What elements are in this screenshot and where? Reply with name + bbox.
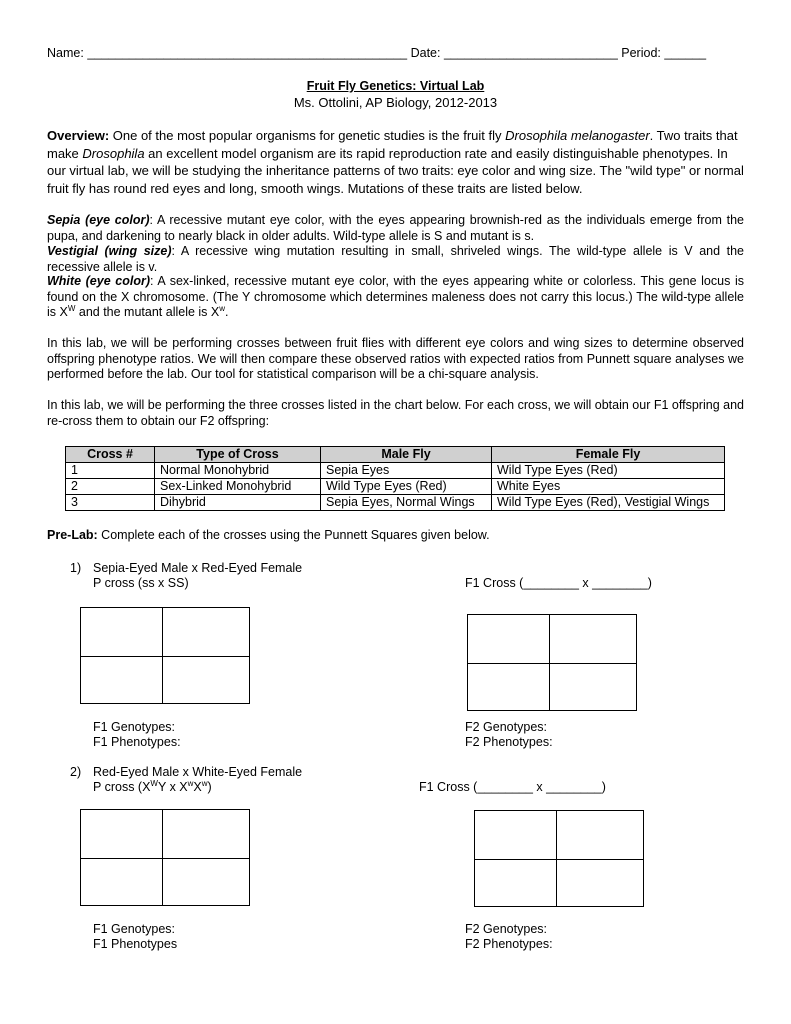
q1-f1-punnett-square[interactable] [467, 614, 637, 711]
species-name: Drosophila melanogaster [505, 128, 650, 143]
q2-title: Red-Eyed Male x White-Eyed Female [93, 765, 303, 779]
q1-f1-genotypes: F1 Genotypes: [93, 720, 175, 734]
trait-sepia: Sepia (eye color): A recessive mutant eye color, with the eyes appearing brownish-red as the individuals emerge from the pupa, and darkening to nearly black in older adults. Wild-type allele is S and mutant is s. [47, 213, 745, 243]
header-line [47, 46, 744, 62]
overview-paragraph: Overview: One of the most popular organisms for genetic studies is the fruit fly Drosophila melanogaster. Two traits that make Drosophila an excellent model organism are its rapid reproduction rate and easily distinguishable phenotypes. In our virtual lab, we will be studying the inheritance patterns of two traits: eye color and wing size. The "wild type" or normal fruit fly has round red eyes and long, smooth wings. Mutations of these traits are listed below. [47, 128, 744, 196]
trait-white-label: White (eye color) [47, 274, 151, 288]
q2-f2-phenotypes: F2 Phenotypes: [465, 937, 553, 951]
q2-number: 2) [70, 765, 82, 779]
genus-name: Drosophila [82, 145, 145, 161]
three-crosses-paragraph: In this lab, we will be performing the three crosses listed in the chart below. For each cross, we will obtain our F1 offspring and re-cross them to obtain our F2 offspring: [47, 398, 744, 428]
col-header-male: Male Fly [321, 447, 492, 463]
q1-f1-phenotypes: F1 Phenotypes: [93, 735, 181, 749]
crosses-paragraph: In this lab, we will be performing crosses between fruit flies with different eye colors and wing sizes to determine observed offspring phenotype ratios. We will then compare these observed ratios with expected ratios from Punnett square analyses we performed before the lab. Our tool for statistical comparison will be a chi-square analysis. [47, 336, 744, 381]
q1-f2-phenotypes: F2 Phenotypes: [465, 735, 553, 749]
name-label: Name: [47, 46, 84, 60]
q2-f1-genotypes: F1 Genotypes: [93, 922, 175, 936]
q2-f1-cross[interactable]: F1 Cross (________ x ________) [419, 780, 606, 794]
date-field[interactable]: _________________________ [443, 46, 618, 60]
q1-p-cross: P cross (ss x SS) [93, 576, 189, 590]
overview-label: Overview: [47, 128, 110, 143]
page-subtitle: Ms. Ottolini, AP Biology, 2012-2013 [293, 95, 498, 110]
q2-f1-punnett-square[interactable] [474, 810, 644, 907]
trait-white: White (eye color): A sex-linked, recessive mutant eye color, with the eyes appearing white or colorless. This gene locus is found on the X chromosome. (The Y chromosome which determines maleness does not carry this locus.) The wild-type allele is $X^W$ and the mutant allele is $X^w$. [47, 274, 744, 319]
q1-title: Sepia-Eyed Male x Red-Eyed Female [93, 561, 303, 575]
period-field[interactable]: ______ [664, 46, 707, 60]
table-header-row [66, 447, 725, 463]
col-header-female: Female Fly [492, 447, 725, 463]
q2-p-punnett-square[interactable] [80, 809, 250, 906]
trait-vestigial-label: Vestigial (wing size) [47, 244, 172, 258]
date-label: Date: [410, 46, 441, 60]
q2-f2-genotypes: F2 Genotypes: [465, 922, 547, 936]
q1-f1-cross[interactable]: F1 Cross (________ x ________) [465, 576, 652, 590]
prelab-label: Pre-Lab: [47, 528, 98, 542]
col-header-type: Type of Cross [155, 447, 321, 463]
prelab-instructions: Pre-Lab: Complete each of the crosses using the Punnett Squares given below. [47, 528, 490, 542]
q1-f2-genotypes: F2 Genotypes: [465, 720, 547, 734]
table-row: 3 Dihybrid Sepia Eyes, Normal Wings Wild Type Eyes (Red), Vestigial Wings [66, 495, 725, 511]
col-header-cross: Cross # [66, 447, 155, 463]
q1-number: 1) [70, 561, 82, 575]
q2-f1-phenotypes: F1 Phenotypes [93, 937, 178, 951]
period-label: Period: [621, 46, 661, 60]
table-row: 2 Sex-Linked Monohybrid Wild Type Eyes (Red) White Eyes [66, 479, 725, 495]
name-field[interactable]: ______________________________________________ [87, 46, 408, 60]
q1-p-punnett-square[interactable] [80, 607, 250, 704]
trait-vestigial: Vestigial (wing size): A recessive wing mutation resulting in small, shriveled wings. The wild-type allele is V and the recessive allele is v. [47, 244, 745, 274]
table-row: 1 Normal Monohybrid Sepia Eyes Wild Type Eyes (Red) [66, 463, 725, 479]
q2-p-cross: P cross ($X^WY$ x $X^wX^w$) [93, 779, 212, 794]
trait-sepia-label: Sepia (eye color) [47, 213, 150, 227]
page-title: Fruit Fly Genetics: Virtual Lab [306, 79, 485, 93]
crosses-table [65, 446, 725, 511]
